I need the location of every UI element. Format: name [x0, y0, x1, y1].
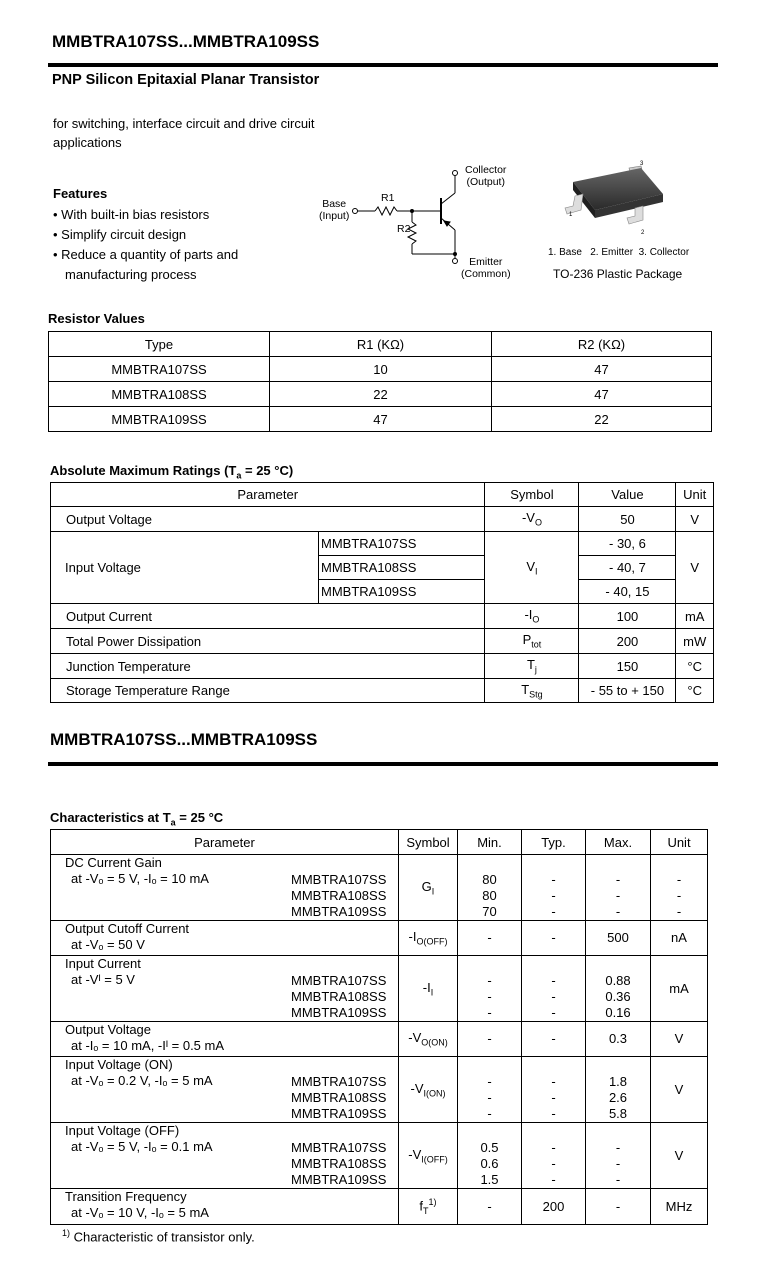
- features-heading: Features: [53, 186, 108, 201]
- typ-value: -: [551, 1005, 556, 1020]
- typ-cell: [522, 921, 586, 956]
- typ-value: -: [551, 904, 556, 919]
- symbol-sub: O: [534, 517, 542, 528]
- table-row: [51, 1022, 708, 1057]
- column-header: R2 (KΩ): [492, 332, 712, 357]
- table-row: [51, 1057, 708, 1123]
- param-condition: at -Vₒ = 5 V, -Iₒ = 0.1 mA: [71, 1139, 213, 1154]
- type-list: [291, 1140, 386, 1188]
- max-cell: [586, 855, 651, 921]
- symbol-sub: T: [423, 1205, 429, 1216]
- value-cell: 200: [579, 629, 676, 654]
- param-cell: Total Power Dissipation: [51, 629, 485, 654]
- type-label: MMBTRA109SS: [291, 904, 387, 919]
- table-cell: 47: [492, 357, 712, 382]
- min-value: -: [487, 1106, 492, 1121]
- type-list: [291, 973, 386, 1021]
- collector-text: Collector: [465, 164, 507, 176]
- min-value: 80: [482, 872, 497, 887]
- common-text: (Common): [461, 268, 511, 280]
- r1-label: R1: [381, 192, 395, 204]
- characteristics-heading-tail: = 25 °C: [175, 810, 224, 825]
- feature-item: • Reduce a quantity of parts and: [53, 247, 239, 262]
- resistor-values-table: [48, 331, 712, 432]
- table-row: [51, 956, 708, 1022]
- table-row: [49, 357, 712, 382]
- unit-cell: [651, 1057, 708, 1123]
- feature-item: • Simplify circuit design: [53, 227, 187, 242]
- symbol-text: -I: [524, 607, 533, 623]
- min-value: -: [487, 1198, 492, 1214]
- symbol-text: T: [521, 681, 530, 697]
- symbol-sub: I: [535, 566, 538, 577]
- unit-cell: V: [676, 532, 714, 604]
- typ-value: -: [551, 1172, 556, 1187]
- footnote-mark: 1): [62, 1228, 71, 1238]
- typ-value: -: [551, 1090, 556, 1105]
- param-cell: [51, 1189, 399, 1225]
- type-label: MMBTRA108SS: [291, 1156, 387, 1171]
- param-condition: at -Vₒ = 50 V: [71, 937, 145, 952]
- unit-value: nA: [671, 930, 687, 945]
- max-cell: [586, 921, 651, 956]
- table-header-row: [51, 483, 714, 507]
- symbol-text: -V: [521, 510, 535, 526]
- param-name: Transition Frequency: [65, 1189, 187, 1204]
- value-cell: - 40, 7: [579, 556, 676, 580]
- typ-value: 200: [542, 1198, 565, 1214]
- base-label: [319, 198, 349, 222]
- characteristics-heading: [50, 810, 223, 828]
- min-value: -: [487, 930, 492, 945]
- min-value: -: [487, 989, 492, 1004]
- symbol-text: P: [522, 632, 532, 648]
- table-cell: 47: [270, 407, 492, 432]
- param-cell: [51, 1057, 399, 1123]
- column-header: Typ.: [522, 830, 586, 855]
- r2-label: R2: [397, 223, 411, 235]
- typ-value: -: [551, 1140, 556, 1155]
- max-cell: [586, 1123, 651, 1189]
- param-cell: [51, 1022, 399, 1057]
- symbol-text: T: [526, 657, 535, 673]
- pin3-label: 3: [640, 161, 644, 167]
- param-name: Input Current: [65, 956, 141, 971]
- table-cell: 22: [270, 382, 492, 407]
- max-value: -: [615, 904, 621, 919]
- symbol-cell: [399, 1123, 458, 1189]
- value-cell: 150: [579, 654, 676, 679]
- abs-max-heading-text: Absolute Maximum Ratings (T: [50, 463, 237, 478]
- symbol-text: G: [421, 878, 432, 894]
- symbol-cell: [485, 679, 579, 703]
- unit-value: MHz: [665, 1198, 693, 1214]
- typ-cell: [522, 855, 586, 921]
- max-cell: [586, 1189, 651, 1225]
- symbol-sub: O: [532, 614, 540, 625]
- param-condition: at -Vₒ = 5 V, -Iₒ = 10 mA: [71, 871, 209, 886]
- param-cell: Input Voltage: [51, 532, 319, 604]
- abs-max-heading-sub: a: [236, 470, 242, 481]
- column-header: Unit: [676, 483, 714, 507]
- max-value: -: [615, 1172, 621, 1187]
- symbol-sub: I(OFF): [421, 1154, 448, 1165]
- unit-value: -: [676, 888, 682, 903]
- feature-item: • With built-in bias resistors: [53, 207, 210, 222]
- pin1-label: 1: [569, 212, 573, 218]
- collector-label: [465, 164, 506, 188]
- table-header-row: [51, 830, 708, 855]
- description: [53, 114, 315, 152]
- abs-max-heading: [50, 463, 293, 481]
- min-cell: [458, 921, 522, 956]
- symbol-sub: O(OFF): [416, 936, 448, 947]
- max-value: -: [615, 1156, 621, 1171]
- symbol-sub: tot: [531, 639, 542, 650]
- table-cell: MMBTRA108SS: [49, 382, 270, 407]
- typ-cell: [522, 956, 586, 1022]
- symbol-cell: [485, 507, 579, 532]
- table-row: [51, 532, 714, 556]
- footnote: [62, 1228, 255, 1244]
- min-value: -: [487, 1090, 492, 1105]
- param-cell: Output Voltage: [51, 507, 485, 532]
- table-row: [51, 654, 714, 679]
- max-cell: [586, 1057, 651, 1123]
- type-list: [291, 872, 386, 920]
- page-title: MMBTRA107SS...MMBTRA109SS: [52, 32, 320, 51]
- type-label: MMBTRA107SS: [291, 1140, 387, 1155]
- type-label: MMBTRA108SS: [291, 989, 387, 1004]
- param-name: DC Current Gain: [65, 855, 162, 870]
- param-condition: at -Vᴵ = 5 V: [71, 972, 135, 987]
- unit-cell: [651, 855, 708, 921]
- unit-value: V: [674, 1147, 684, 1163]
- type-label: MMBTRA107SS: [291, 872, 387, 887]
- unit-value: V: [674, 1081, 684, 1097]
- column-header: Parameter: [51, 483, 485, 507]
- min-value: 70: [482, 904, 497, 919]
- param-cell: [51, 956, 399, 1022]
- table-row: [51, 629, 714, 654]
- param-cell: Output Current: [51, 604, 485, 629]
- param-cell: Storage Temperature Range: [51, 679, 485, 703]
- column-header: Symbol: [485, 483, 579, 507]
- table-row: [51, 679, 714, 703]
- type-cell: MMBTRA109SS: [319, 580, 485, 604]
- symbol-cell: [485, 532, 579, 604]
- param-cell: [51, 921, 399, 956]
- input-text: (Input): [319, 210, 350, 222]
- min-cell: [458, 1057, 522, 1123]
- column-header: Min.: [458, 830, 522, 855]
- package-name: TO-236 Plastic Package: [553, 267, 683, 281]
- abs-max-heading-tail: = 25 °C): [241, 463, 294, 478]
- table-cell: 10: [270, 357, 492, 382]
- column-header: Unit: [651, 830, 708, 855]
- symbol-cell: [399, 1022, 458, 1057]
- resistor-values-heading: Resistor Values: [48, 311, 145, 326]
- table-row: [51, 1189, 708, 1225]
- max-value: 2.6: [608, 1090, 628, 1105]
- symbol-text: -V: [410, 1080, 424, 1096]
- characteristics-heading-text: Characteristics at T: [50, 810, 171, 825]
- package-illustration: [545, 160, 695, 285]
- unit-value: mA: [669, 980, 689, 996]
- max-value: 0.16: [605, 1005, 631, 1020]
- value-cell: - 30, 6: [579, 532, 676, 556]
- param-condition: at -Iₒ = 10 mA, -Iᴵ = 0.5 mA: [71, 1038, 225, 1053]
- max-value: -: [615, 872, 621, 887]
- param-name: Output Voltage: [65, 1022, 152, 1037]
- column-header: Max.: [586, 830, 651, 855]
- table-header-row: [49, 332, 712, 357]
- typ-value: -: [551, 872, 556, 887]
- description-line: for switching, interface circuit and drive circuit: [53, 116, 315, 131]
- type-list: [291, 1074, 386, 1122]
- min-cell: [458, 1022, 522, 1057]
- table-row: [51, 1123, 708, 1189]
- max-value: 5.8: [608, 1106, 628, 1121]
- table-row: [49, 407, 712, 432]
- type-label: MMBTRA108SS: [291, 1090, 387, 1105]
- feature-item: manufacturing process: [65, 267, 197, 282]
- typ-value: -: [551, 1031, 556, 1046]
- value-cell: 100: [579, 604, 676, 629]
- title-rule: [48, 63, 718, 67]
- symbol-cell: [485, 604, 579, 629]
- type-cell: MMBTRA108SS: [319, 556, 485, 580]
- symbol-cell: [399, 855, 458, 921]
- table-cell: 47: [492, 382, 712, 407]
- min-value: -: [487, 1031, 492, 1046]
- footnote-text: Characteristic of transistor only.: [70, 1229, 255, 1245]
- table-cell: MMBTRA109SS: [49, 407, 270, 432]
- symbol-cell: [399, 921, 458, 956]
- min-value: -: [487, 1005, 492, 1020]
- unit-cell: mW: [676, 629, 714, 654]
- typ-cell: [522, 1057, 586, 1123]
- symbol-sub: O(ON): [421, 1037, 448, 1048]
- max-value: 0.3: [608, 1031, 628, 1046]
- typ-value: -: [551, 1106, 556, 1121]
- symbol-sub: I(ON): [423, 1088, 446, 1099]
- min-cell: [458, 1189, 522, 1225]
- description-line: applications: [53, 135, 122, 150]
- typ-value: -: [551, 973, 556, 988]
- type-label: MMBTRA107SS: [291, 973, 387, 988]
- features-block: [53, 186, 238, 285]
- unit-cell: [651, 1123, 708, 1189]
- min-value: 0.5: [480, 1140, 499, 1155]
- symbol-sub: I: [430, 987, 434, 998]
- max-value: -: [615, 888, 621, 903]
- pin2-label: 2: [641, 230, 645, 236]
- max-value: -: [615, 1140, 621, 1155]
- symbol-cell: [485, 629, 579, 654]
- column-header: R1 (KΩ): [270, 332, 492, 357]
- typ-value: -: [551, 888, 556, 903]
- table-cell: 22: [492, 407, 712, 432]
- unit-cell: [651, 921, 708, 956]
- unit-value: V: [674, 1031, 684, 1046]
- min-cell: [458, 956, 522, 1022]
- max-value: -: [615, 1198, 621, 1214]
- symbol-cell: [399, 1189, 458, 1225]
- symbol-sub: I: [431, 886, 435, 897]
- package-pins: 1. Base 2. Emitter 3. Collector: [548, 247, 690, 258]
- circuit-diagram: [315, 160, 545, 285]
- typ-cell: [522, 1189, 586, 1225]
- param-name: Input Voltage (OFF): [65, 1123, 180, 1138]
- symbol-text: -V: [408, 1146, 422, 1162]
- max-value: 0.88: [605, 973, 631, 988]
- min-value: 0.6: [480, 1156, 499, 1171]
- column-header: Parameter: [51, 830, 399, 855]
- typ-cell: [522, 1123, 586, 1189]
- max-value: 1.8: [608, 1074, 628, 1089]
- emitter-text: Emitter: [469, 256, 503, 268]
- param-cell: [51, 855, 399, 921]
- unit-value: -: [676, 904, 682, 919]
- symbol-sub: Stg: [529, 689, 543, 700]
- max-value: 500: [607, 930, 629, 945]
- symbol-text: V: [526, 558, 536, 574]
- type-cell: MMBTRA107SS: [319, 532, 485, 556]
- max-value: 0.36: [605, 989, 631, 1004]
- typ-value: -: [551, 1074, 556, 1089]
- symbol-cell: [399, 1057, 458, 1123]
- max-cell: [586, 956, 651, 1022]
- type-label: MMBTRA109SS: [291, 1106, 387, 1121]
- base-text: Base: [322, 198, 347, 210]
- table-row: [51, 855, 708, 921]
- typ-value: -: [551, 1156, 556, 1171]
- column-header: Symbol: [399, 830, 458, 855]
- symbol-text: -V: [408, 1030, 422, 1046]
- symbol-text: -I: [422, 979, 431, 995]
- characteristics-body: [51, 855, 708, 1225]
- table-row: [49, 382, 712, 407]
- min-value: 1.5: [480, 1172, 499, 1187]
- unit-cell: [651, 1189, 708, 1225]
- symbol-text: f: [419, 1198, 424, 1214]
- typ-value: -: [551, 989, 556, 1004]
- unit-cell: °C: [676, 654, 714, 679]
- min-value: -: [487, 1074, 492, 1089]
- unit-cell: [651, 1022, 708, 1057]
- column-header: Value: [579, 483, 676, 507]
- min-value: -: [487, 973, 492, 988]
- unit-value: -: [676, 872, 682, 887]
- table-cell: MMBTRA107SS: [49, 357, 270, 382]
- type-label: MMBTRA108SS: [291, 888, 387, 903]
- emitter-label: [461, 256, 511, 280]
- abs-max-table: [50, 482, 714, 703]
- unit-cell: °C: [676, 679, 714, 703]
- param-cell: Junction Temperature: [51, 654, 485, 679]
- symbol-cell: [399, 956, 458, 1022]
- table-row: [51, 604, 714, 629]
- unit-cell: [651, 956, 708, 1022]
- min-cell: [458, 855, 522, 921]
- column-header: Type: [49, 332, 270, 357]
- value-cell: 50: [579, 507, 676, 532]
- min-cell: [458, 1123, 522, 1189]
- table-row: [51, 507, 714, 532]
- unit-cell: V: [676, 507, 714, 532]
- package-image: [545, 160, 695, 240]
- unit-cell: mA: [676, 604, 714, 629]
- param-cell: [51, 1123, 399, 1189]
- param-condition: at -Vₒ = 0.2 V, -Iₒ = 5 mA: [71, 1073, 213, 1088]
- page2-rule: [48, 762, 718, 766]
- param-condition: at -Vₒ = 10 V, -Iₒ = 5 mA: [71, 1205, 209, 1220]
- param-name: Output Cutoff Current: [65, 921, 190, 936]
- symbol-sup: 1): [428, 1197, 437, 1208]
- type-label: MMBTRA107SS: [291, 1074, 387, 1089]
- symbol-cell: [485, 654, 579, 679]
- subtitle: PNP Silicon Epitaxial Planar Transistor: [52, 72, 320, 88]
- value-cell: - 55 to + 150: [579, 679, 676, 703]
- type-label: MMBTRA109SS: [291, 1172, 387, 1187]
- table-row: [51, 921, 708, 956]
- value-cell: - 40, 15: [579, 580, 676, 604]
- characteristics-table: [50, 829, 708, 1225]
- page2-title: MMBTRA107SS...MMBTRA109SS: [50, 730, 318, 749]
- min-value: 80: [482, 888, 497, 903]
- typ-value: -: [551, 930, 556, 945]
- param-name: Input Voltage (ON): [65, 1057, 173, 1072]
- symbol-text: -I: [408, 929, 417, 945]
- symbol-sub: j: [534, 664, 537, 675]
- type-label: MMBTRA109SS: [291, 1005, 387, 1020]
- output-text: (Output): [466, 176, 505, 188]
- characteristics-heading-sub: a: [170, 817, 176, 828]
- max-cell: [586, 1022, 651, 1057]
- typ-cell: [522, 1022, 586, 1057]
